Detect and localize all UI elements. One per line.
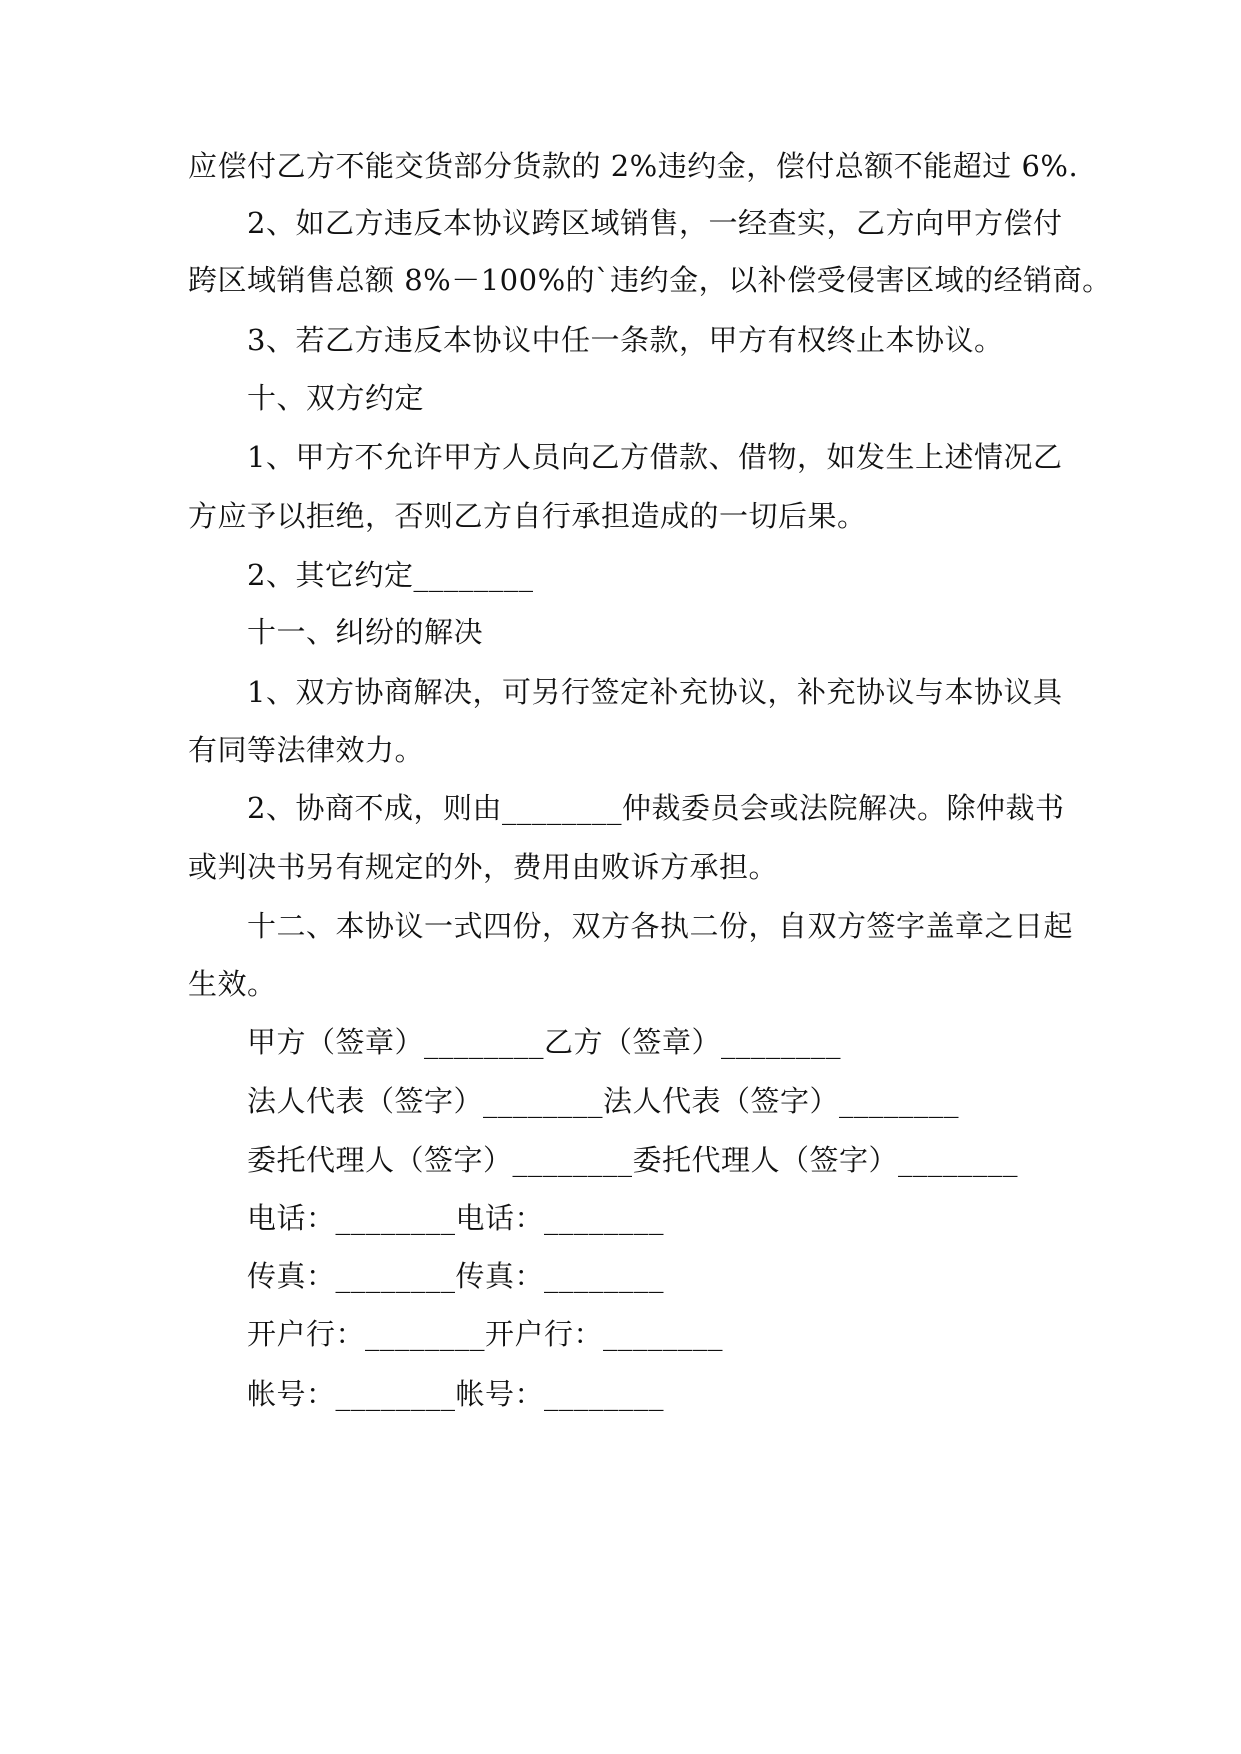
section-heading: 十、双方约定 <box>247 381 425 415</box>
signature-line: 电话：________电话：________ <box>247 1201 665 1235</box>
paragraph-line: 2、其它约定________ <box>247 558 534 592</box>
paragraph-line: 十二、本协议一式四份，双方各执二份，自双方签字盖章之日起 <box>247 909 1074 943</box>
paragraph-line: 或判决书另有规定的外，费用由败诉方承担。 <box>188 850 779 884</box>
paragraph-line: 2、如乙方违反本协议跨区域销售，一经查实，乙方向甲方偿付 <box>247 206 1063 240</box>
signature-line: 开户行：________开户行：________ <box>247 1317 724 1351</box>
signature-line: 帐号：________帐号：________ <box>247 1377 665 1411</box>
section-heading: 十一、纠纷的解决 <box>247 615 484 649</box>
paragraph-line: 1、双方协商解决，可另行签定补充协议，补充协议与本协议具 <box>247 675 1063 709</box>
paragraph-line: 1、甲方不允许甲方人员向乙方借款、借物，如发生上述情况乙 <box>247 440 1063 474</box>
signature-line: 传真：________传真：________ <box>247 1259 665 1293</box>
paragraph-line: 2、协商不成，则由________仲裁委员会或法院解决。除仲裁书 <box>247 791 1065 825</box>
paragraph-line: 3、若乙方违反本协议中任一条款，甲方有权终止本协议。 <box>247 323 1004 357</box>
paragraph-line: 有同等法律效力。 <box>188 733 425 767</box>
paragraph-line: 应偿付乙方不能交货部分货款的 2%违约金，偿付总额不能超过 6%. <box>188 149 1079 183</box>
signature-line: 甲方（签章）________乙方（签章）________ <box>247 1025 842 1059</box>
paragraph-line: 方应予以拒绝，否则乙方自行承担造成的一切后果。 <box>188 499 867 533</box>
paragraph-line: 跨区域销售总额 8%－100%的`违约金，以补偿受侵害区域的经销商。 <box>188 263 1112 297</box>
paragraph-line: 生效。 <box>188 967 277 1001</box>
signature-line: 委托代理人（签字）________委托代理人（签字）________ <box>247 1143 1019 1177</box>
signature-line: 法人代表（签字）________法人代表（签字）________ <box>247 1084 960 1118</box>
